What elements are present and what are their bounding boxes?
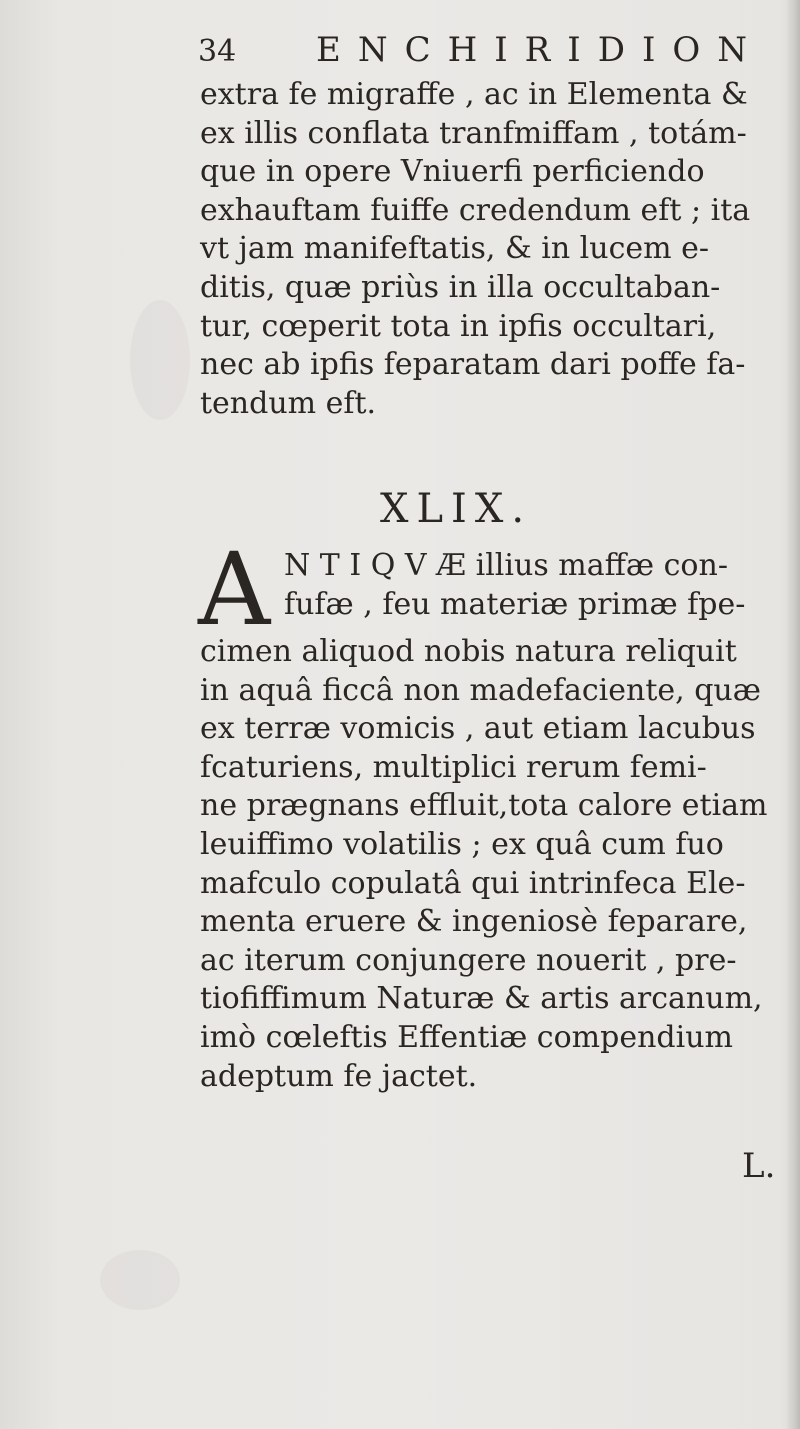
text-line: extra fe migraffe , ac in Elementa & (200, 77, 748, 112)
section-heading: XLIX. (380, 486, 533, 532)
text-line: ditis, quæ priùs in illa occultaban- (200, 269, 721, 305)
text-line: fufæ , feu materiæ primæ fpe- (284, 586, 746, 622)
text-line: adeptum fe jactet. (200, 1058, 478, 1094)
text-line: ne prægnans effluit,tota calore etiam (200, 788, 768, 824)
text-line: imò cœleftis Effentiæ compendium (200, 1019, 733, 1055)
paragraph-continuation (200, 76, 790, 423)
text-line: vt jam manifeftatis, & in lucem e- (200, 231, 710, 267)
text-line: N T I Q V Æ illius maffæ con- (284, 548, 728, 583)
running-head (198, 30, 765, 78)
text-line: mafculo copulatâ qui intrinfeca Ele- (200, 865, 746, 901)
text-line: fcaturiens, multiplici rerum femi- (200, 749, 707, 785)
page-number: 34 (198, 34, 237, 69)
text-line: in aquâ ficcâ non madefaciente, quæ (200, 672, 761, 708)
catchword: L. (742, 1146, 776, 1186)
text-line: cimen aliquod nobis natura reliquit (200, 634, 737, 669)
text-line: tiofiffimum Naturæ & artis arcanum, (200, 981, 763, 1017)
drop-cap: A (198, 531, 271, 648)
text-line: tur, cœperit tota in ipfis occultari, (200, 308, 717, 344)
drop-cap-lines (284, 547, 794, 624)
text-line: exhauftam fuiffe credendum eft ; ita (200, 192, 751, 228)
text-line: ex illis conflata tranfmiffam , totám- (200, 115, 747, 151)
paper-stain (130, 300, 190, 420)
text-line: menta eruere & ingeniosè feparare, (200, 904, 748, 940)
text-line: ac iterum conjungere nouerit , pre- (200, 942, 737, 978)
paper-stain (100, 1250, 180, 1310)
text-line: nec ab ipfis feparatam dari poffe fa- (200, 347, 746, 383)
section-body (200, 633, 790, 1096)
running-title: ENCHIRIDION (316, 30, 765, 70)
text-line: ex terræ vomicis , aut etiam lacubus (200, 711, 756, 747)
text-line: leuiffimo volatilis ; ex quâ cum fuo (200, 826, 724, 862)
text-line: tendum eft. (200, 385, 377, 421)
text-line: que in opere Vniuerfi perficiendo (200, 154, 705, 190)
